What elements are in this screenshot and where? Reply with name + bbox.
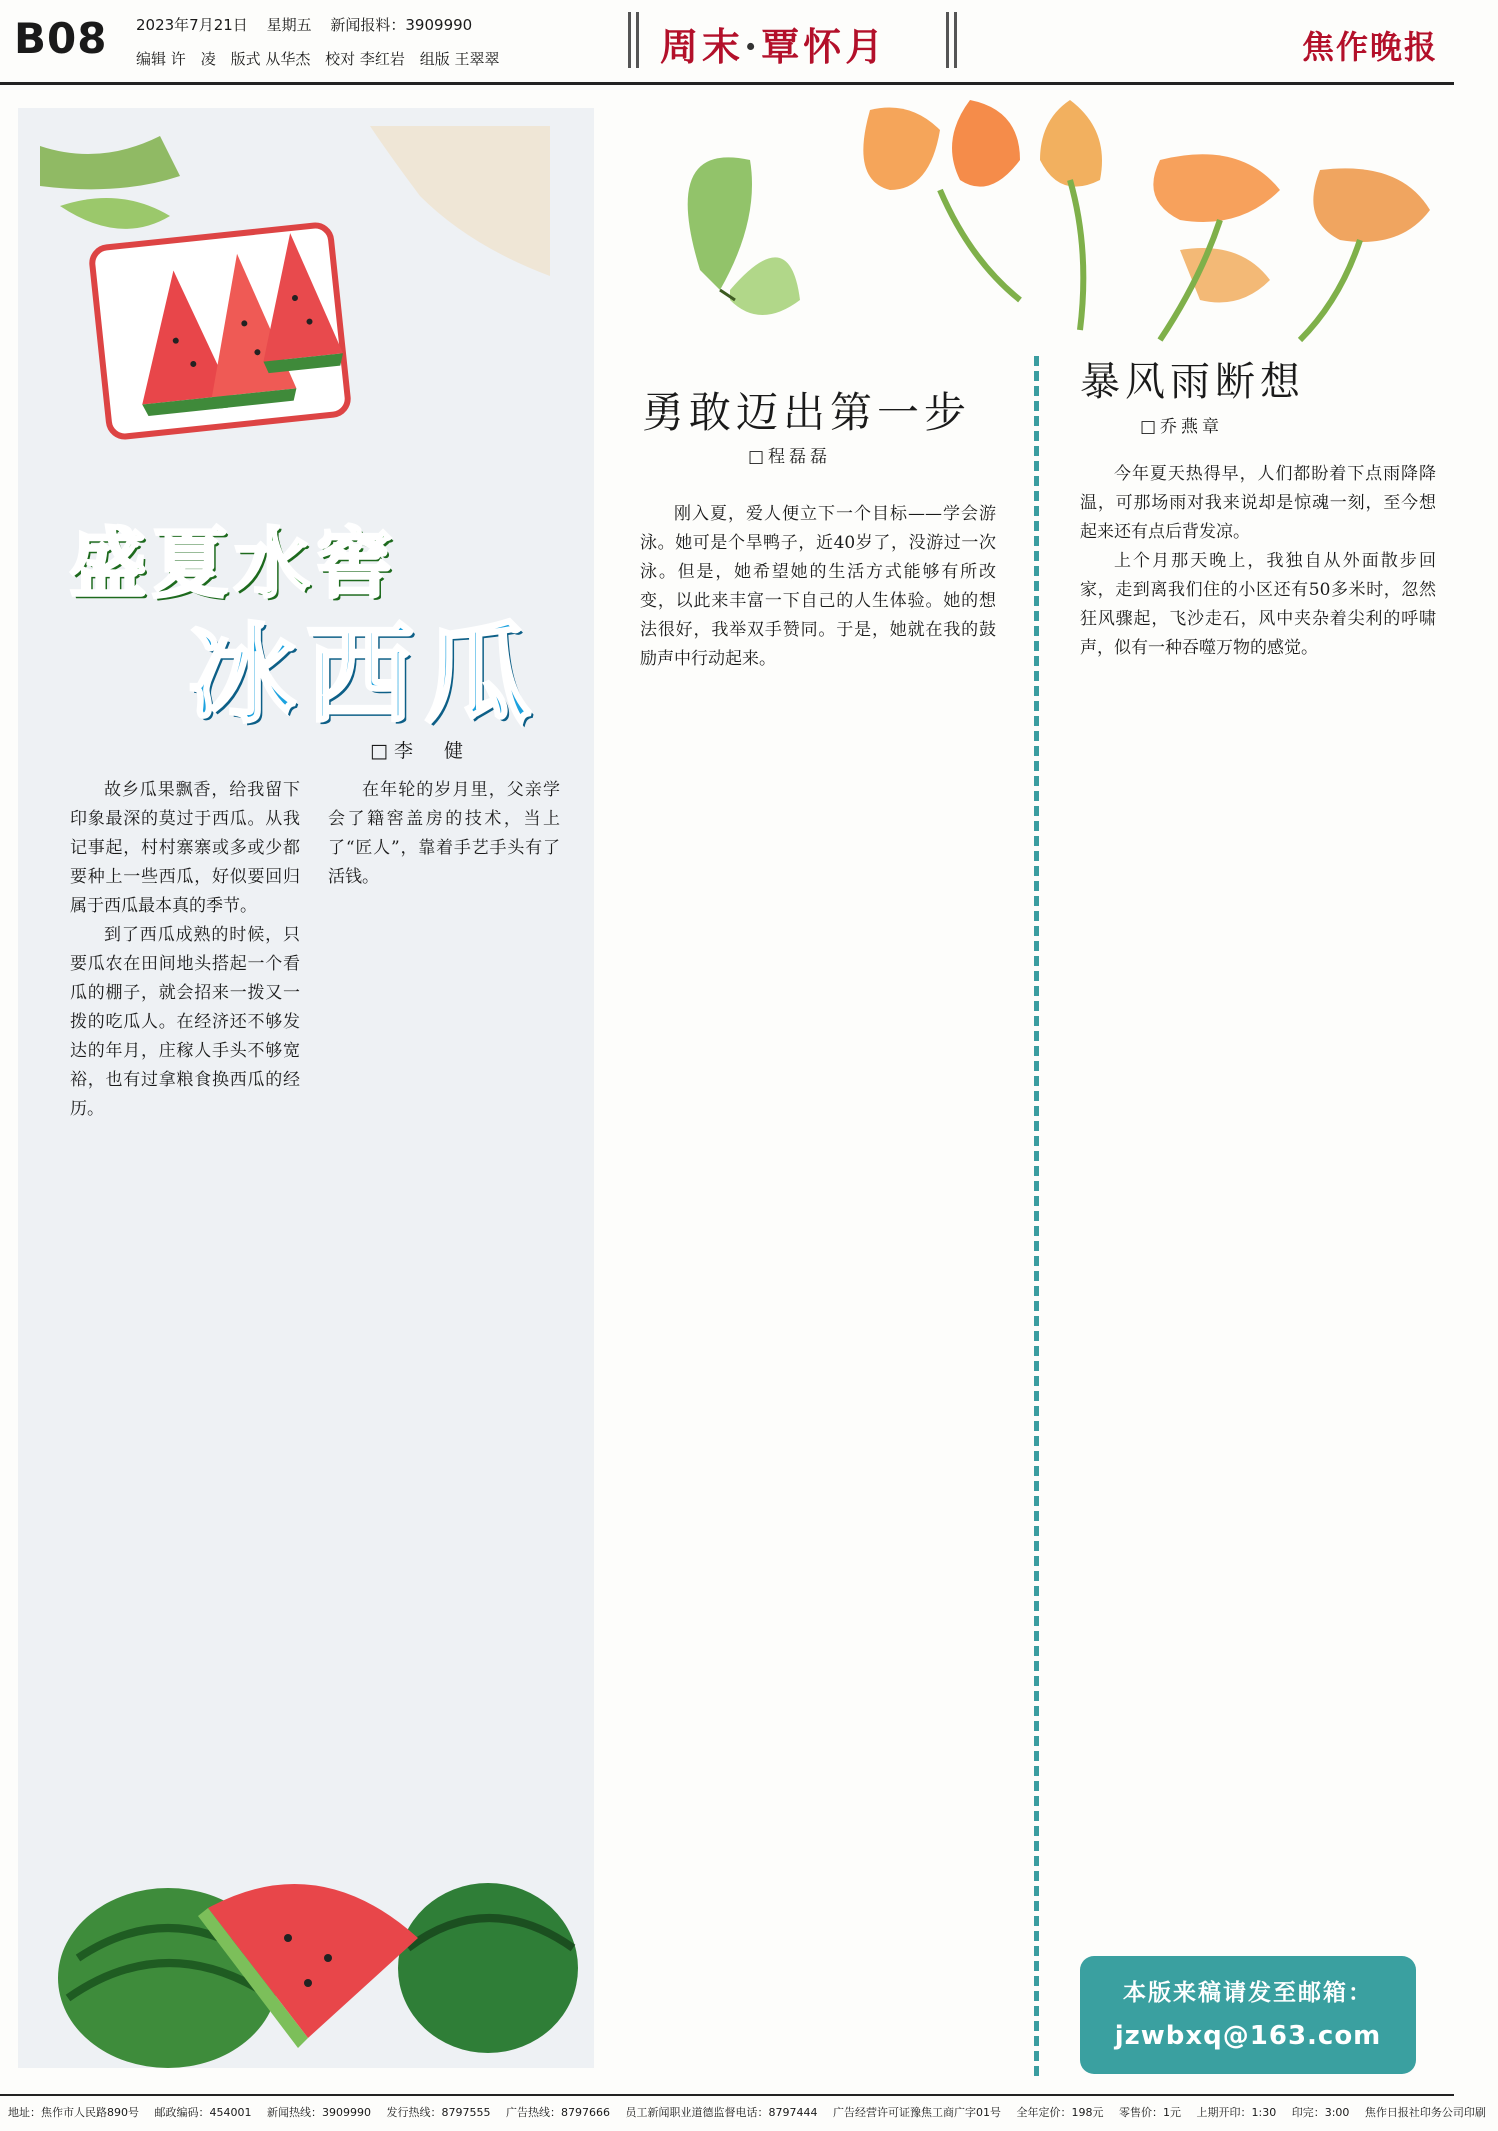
cloth-shape	[370, 126, 550, 276]
dateline	[136, 14, 486, 35]
page-number: B08	[14, 14, 108, 63]
issue-date: 2023年7月21日	[136, 16, 248, 34]
newspaper-logo: 焦作晚报	[1301, 28, 1438, 66]
staff-typesetter: 组版 王翠翠	[419, 50, 500, 68]
page-footer	[0, 2094, 1486, 2131]
footer-item: 广告经营许可证豫焦工商广字01号	[833, 2106, 1001, 2119]
article-title: 勇敢迈出第一步	[642, 388, 972, 437]
footer-item: 发行热线：8797555	[386, 2106, 491, 2119]
tulip-flowers	[863, 100, 1430, 340]
article-title: 暴风雨断想	[1080, 359, 1305, 405]
article-column	[1080, 460, 1436, 663]
email-label: 本版来稿请发至邮箱：	[1123, 1980, 1373, 2006]
leaf-shape	[40, 136, 180, 189]
paragraph: 到了西瓜成熟的时候，只要瓜农在田间地头搭起一个看瓜的棚子，就会招来一拨又一拨的吃瓜人。在经济还不够发达的年月，庄稼人手头不够宽裕，也有过拿粮食换西瓜的经历。	[70, 925, 300, 1119]
paragraph: 故乡瓜果飘香，给我留下印象最深的莫过于西瓜。从我记事起，村村寨寨或多或少都要种上一些西瓜，好似要回归属于西瓜最本真的季节。	[70, 780, 300, 916]
header-divider	[946, 12, 949, 68]
headline-line-1: 盛夏水窖	[70, 519, 398, 608]
article-column	[70, 776, 300, 1124]
footer-item: 新闻热线：3909990	[267, 2106, 371, 2119]
left-article-panel	[18, 108, 594, 2068]
footer-item: 焦作日报社印务公司印刷	[1364, 2106, 1486, 2119]
article-column	[640, 500, 996, 674]
watermelon-illustration	[58, 1808, 578, 2068]
staff-proofreader: 校对 李红岩	[325, 50, 405, 68]
email-link[interactable]: jzwbxq@163.com	[1114, 2021, 1382, 2051]
footer-item: 上期开印：1:30	[1196, 2106, 1277, 2119]
column-divider	[1034, 356, 1039, 2076]
footer-item: 邮政编码：454001	[154, 2106, 252, 2119]
headline-line-2: 冰西瓜	[188, 613, 543, 738]
watermelon-photo	[40, 126, 550, 446]
header-divider	[636, 12, 639, 68]
section-title-part-a: 周末	[660, 24, 745, 69]
paragraph: 上个月那天晚上，我独自从外面散步回家，走到离我们住的小区还有50多米时，忽然狂风骤起，飞沙走石，风中夹杂着尖利的呼啸声，似有一种吞噬万物的感觉。	[1080, 551, 1436, 658]
byline: □程磊磊	[748, 447, 832, 467]
leaf-shape	[60, 198, 170, 229]
news-hotline: 新闻报料：3909990	[330, 16, 473, 34]
footer-item: 员工新闻职业道德监督电话：8797444	[625, 2106, 818, 2119]
whole-watermelon	[398, 1883, 578, 2053]
paragraph: 今年夏天热得早，人们都盼着下点雨降降温，可那场雨对我来说却是惊魂一刻，至今想起来还有点后背发凉。	[1080, 464, 1436, 542]
butterfly-shape	[688, 157, 800, 315]
byline: □乔燕章	[1140, 417, 1224, 437]
footer-item: 印完：3:00	[1291, 2106, 1350, 2119]
footer-item: 全年定价：198元	[1016, 2106, 1104, 2119]
header-divider	[628, 12, 631, 68]
article-column	[328, 776, 560, 892]
paragraph: 在年轮的岁月里，父亲学会了籍窖盖房的技术，当上了“匠人”，靠着手艺手头有了活钱。	[328, 780, 560, 887]
page-header	[0, 0, 1454, 85]
staff-line	[136, 48, 509, 69]
issue-weekday: 星期五	[266, 16, 312, 34]
tulip-illustration	[640, 100, 1440, 350]
footer-item: 零售价：1元	[1119, 2106, 1181, 2119]
section-title-part-b: 覃怀月	[761, 24, 888, 69]
staff-editor: 编辑 许 凌	[136, 50, 216, 68]
section-title	[660, 16, 887, 71]
section-title-separator: ·	[744, 24, 762, 69]
footer-item: 地址：焦作市人民路890号	[8, 2106, 139, 2119]
paragraph: 刚入夏，爱人便立下一个目标——学会游泳。她可是个旱鸭子，近40岁了，没游过一次泳。但是，她希望她的生活方式能够有所改变，以此来丰富一下自己的人生体验。她的想法很好，我举双手赞同。于是，她就在我的鼓励声中行动起来。	[640, 504, 996, 669]
footer-item: 广告热线：8797666	[506, 2106, 610, 2119]
header-divider	[954, 12, 957, 68]
byline: □李 健	[370, 740, 469, 762]
staff-layout: 版式 从华杰	[230, 50, 311, 68]
submission-email-box	[1080, 1956, 1416, 2074]
